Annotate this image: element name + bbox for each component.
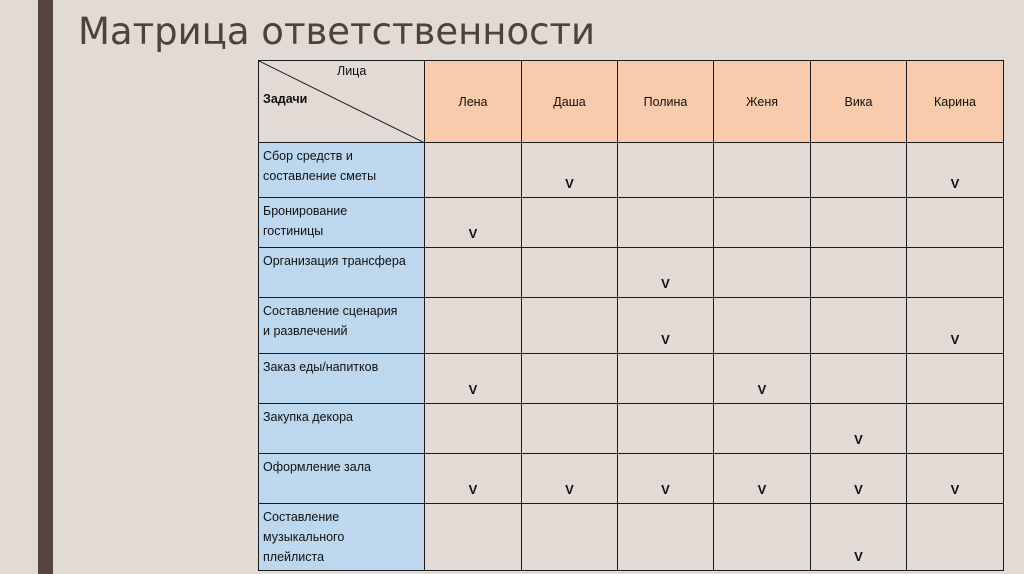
check-mark: V: [661, 276, 670, 291]
assignment-cell: [522, 198, 618, 248]
task-row: [259, 504, 1004, 571]
task-label: Оформление зала: [259, 454, 425, 504]
responsibility-matrix: [258, 60, 1004, 571]
check-mark: V: [661, 332, 670, 347]
check-mark: V: [565, 482, 574, 497]
assignment-cell: [425, 198, 522, 248]
task-label: Закупка декора: [259, 404, 425, 454]
assignment-cell: [714, 404, 811, 454]
assignment-cell: [522, 504, 618, 571]
assignment-cell: [425, 504, 522, 571]
header-row: [259, 61, 1004, 143]
assignment-cell: [714, 354, 811, 404]
check-mark: V: [854, 549, 863, 564]
assignment-cell: [618, 354, 714, 404]
check-mark: V: [468, 226, 478, 241]
check-mark: V: [854, 432, 863, 447]
assignment-cell: [811, 454, 907, 504]
task-label: Организация трансфера: [259, 248, 425, 298]
assignment-cell: [618, 454, 714, 504]
assignment-cell: [522, 143, 618, 198]
task-label: Составление сценария и развлечений: [259, 298, 425, 354]
assignment-cell: [425, 354, 522, 404]
person-header: Женя: [714, 61, 811, 143]
assignment-cell: [811, 248, 907, 298]
task-row: [259, 404, 1004, 454]
assignment-cell: [522, 248, 618, 298]
assignment-cell: [618, 143, 714, 198]
assignment-cell: [425, 454, 522, 504]
check-mark: V: [757, 482, 767, 497]
assignment-cell: [907, 198, 1004, 248]
assignment-cell: [907, 354, 1004, 404]
assignment-cell: [714, 143, 811, 198]
assignment-cell: [811, 504, 907, 571]
assignment-cell: [907, 454, 1004, 504]
assignment-cell: [811, 298, 907, 354]
check-mark: V: [757, 382, 767, 397]
check-mark: V: [565, 176, 574, 191]
corner-cell: [259, 61, 425, 143]
task-row: [259, 198, 1004, 248]
assignment-cell: [714, 248, 811, 298]
assignment-cell: [714, 198, 811, 248]
task-label: Сбор средств и составление сметы: [259, 143, 425, 198]
assignment-cell: [522, 354, 618, 404]
assignment-cell: [425, 298, 522, 354]
assignment-cell: [714, 454, 811, 504]
accent-bar: [38, 0, 53, 574]
assignment-cell: [618, 298, 714, 354]
assignment-cell: [618, 504, 714, 571]
assignment-cell: [714, 298, 811, 354]
assignment-cell: [618, 198, 714, 248]
task-label: Бронирование гостиницы: [259, 198, 425, 248]
assignment-cell: [425, 404, 522, 454]
task-label: Составление музыкального плейлиста: [259, 504, 425, 571]
task-row: [259, 143, 1004, 198]
assignment-cell: [907, 248, 1004, 298]
check-mark: V: [468, 382, 478, 397]
assignment-cell: [522, 454, 618, 504]
persons-label: Лица: [337, 64, 367, 78]
assignment-cell: [907, 404, 1004, 454]
person-header: Лена: [425, 61, 522, 143]
assignment-cell: [811, 404, 907, 454]
task-row: [259, 298, 1004, 354]
assignment-cell: [907, 504, 1004, 571]
person-header: Полина: [618, 61, 714, 143]
assignment-cell: [618, 404, 714, 454]
assignment-cell: [907, 298, 1004, 354]
assignment-cell: [811, 198, 907, 248]
person-header: Вика: [811, 61, 907, 143]
task-row: [259, 454, 1004, 504]
check-mark: V: [950, 176, 960, 191]
assignment-cell: [425, 143, 522, 198]
person-header: Даша: [522, 61, 618, 143]
assignment-cell: [425, 248, 522, 298]
assignment-cell: [811, 143, 907, 198]
check-mark: V: [950, 332, 960, 347]
check-mark: V: [950, 482, 960, 497]
check-mark: V: [468, 482, 478, 497]
check-mark: V: [661, 482, 670, 497]
assignment-cell: [618, 248, 714, 298]
task-row: [259, 248, 1004, 298]
task-label: Заказ еды/напитков: [259, 354, 425, 404]
check-mark: V: [854, 482, 863, 497]
assignment-cell: [522, 404, 618, 454]
assignment-cell: [522, 298, 618, 354]
person-header: Карина: [907, 61, 1004, 143]
assignment-cell: [907, 143, 1004, 198]
assignment-cell: [811, 354, 907, 404]
page-title: Матрица ответственности: [78, 10, 596, 53]
task-row: [259, 354, 1004, 404]
tasks-label: Задачи: [263, 92, 308, 106]
assignment-cell: [714, 504, 811, 571]
